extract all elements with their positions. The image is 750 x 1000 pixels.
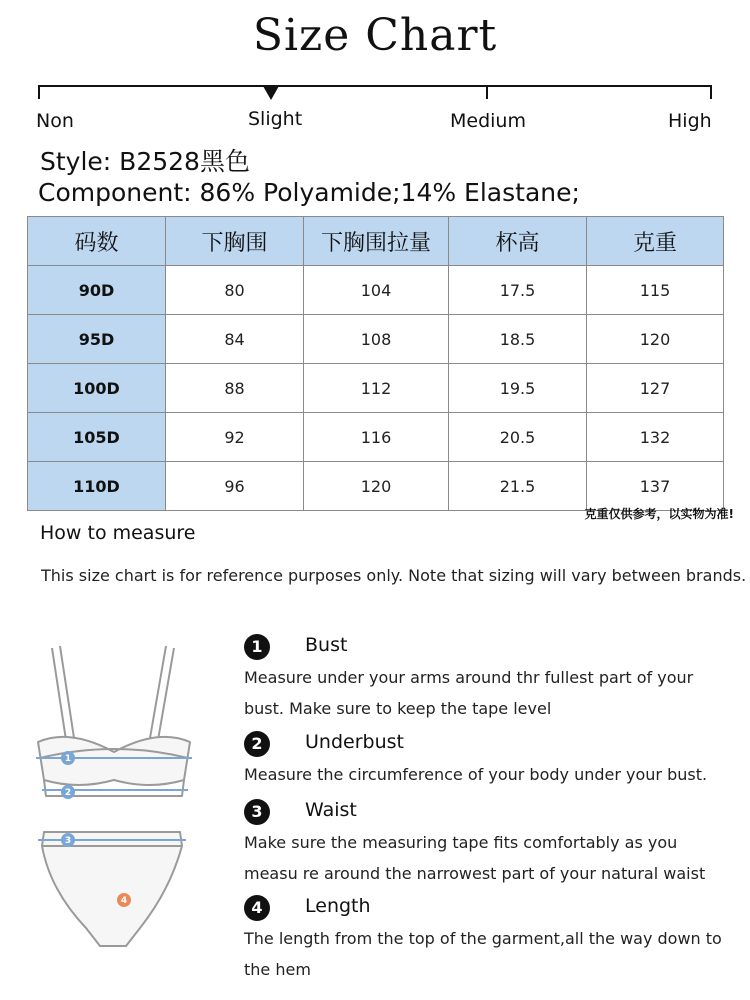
step-number-icon: 1	[244, 634, 270, 660]
scale-label-high: High	[668, 110, 712, 132]
size-cell: 110D	[28, 462, 166, 511]
bra-strap-left	[52, 648, 66, 740]
column-header: 杯高	[449, 217, 587, 266]
scale-tick	[710, 85, 712, 99]
style-line	[40, 142, 250, 178]
size-cell: 100D	[28, 364, 166, 413]
table-header-row	[28, 217, 724, 266]
table-cell: 115	[587, 266, 724, 315]
table-cell: 112	[304, 364, 449, 413]
table-cell: 132	[587, 413, 724, 462]
step-description: Measure under your arms around thr fullest part of your bust. Make sure to keep the tape level	[244, 668, 694, 718]
table-cell: 20.5	[449, 413, 587, 462]
table-row	[28, 413, 724, 462]
how-to-measure-title: How to measure	[40, 522, 196, 544]
table-cell: 108	[304, 315, 449, 364]
step-number-icon: 4	[244, 895, 270, 921]
size-cell: 95D	[28, 315, 166, 364]
table-cell: 116	[304, 413, 449, 462]
table-cell: 21.5	[449, 462, 587, 511]
table-row	[28, 315, 724, 364]
page-title: Size Chart	[252, 10, 498, 61]
size-table	[27, 216, 724, 511]
how-to-measure-description: This size chart is for reference purposes only. Note that sizing will vary between brands.	[41, 566, 747, 585]
step-description: Measure the circumference of your body under your bust.	[244, 765, 708, 784]
style-label: Style:	[40, 147, 112, 176]
table-cell: 80	[166, 266, 304, 315]
column-header: 码数	[28, 217, 166, 266]
bra-strap-right	[158, 648, 174, 740]
step-number-icon: 2	[244, 731, 270, 757]
table-cell: 120	[587, 315, 724, 364]
panty	[42, 832, 182, 946]
table-cell: 104	[304, 266, 449, 315]
table-row	[28, 364, 724, 413]
step-title: Underbust	[305, 731, 404, 753]
size-cell: 105D	[28, 413, 166, 462]
bra-strap-left-inner	[60, 646, 74, 738]
stretch-scale	[0, 80, 750, 140]
scale-tick	[486, 85, 488, 99]
style-value: B2528黑色	[119, 147, 250, 176]
table-cell: 17.5	[449, 266, 587, 315]
table-cell: 88	[166, 364, 304, 413]
marker-4-label: 4	[120, 896, 128, 906]
table-cell: 96	[166, 462, 304, 511]
scale-pointer-icon	[263, 86, 279, 100]
scale-label-non: Non	[36, 110, 74, 132]
garment-illustration	[30, 640, 200, 970]
scale-label-medium: Medium	[450, 110, 526, 132]
table-cell: 84	[166, 315, 304, 364]
marker-1-label: 1	[64, 754, 72, 764]
step-title: Waist	[305, 799, 357, 821]
step-description: The length from the top of the garment,all the way down to the hem	[244, 929, 722, 979]
step-title: Length	[305, 895, 371, 917]
step-description: Make sure the measuring tape fits comfortably as you measu re around the narrowest part of your natural waist	[244, 833, 706, 883]
table-cell: 127	[587, 364, 724, 413]
table-cell: 92	[166, 413, 304, 462]
bra-strap-right-inner	[150, 646, 166, 738]
step-number-icon: 3	[244, 799, 270, 825]
marker-3-label: 3	[64, 836, 72, 846]
size-cell: 90D	[28, 266, 166, 315]
table-row	[28, 266, 724, 315]
bra-cups	[38, 737, 190, 785]
table-cell: 137	[587, 462, 724, 511]
column-header: 下胸围拉量	[304, 217, 449, 266]
step-title: Bust	[305, 634, 348, 656]
scale-tick	[38, 85, 40, 99]
table-row	[28, 462, 724, 511]
column-header: 克重	[587, 217, 724, 266]
component-line: Component: 86% Polyamide;14% Elastane;	[38, 178, 580, 207]
scale-line	[38, 85, 712, 87]
table-cell: 18.5	[449, 315, 587, 364]
table-cell: 19.5	[449, 364, 587, 413]
scale-label-slight: Slight	[248, 108, 303, 130]
marker-2-label: 2	[64, 788, 72, 798]
column-header: 下胸围	[166, 217, 304, 266]
table-cell: 120	[304, 462, 449, 511]
weight-note: 克重仅供参考，以实物为准!	[584, 507, 734, 521]
